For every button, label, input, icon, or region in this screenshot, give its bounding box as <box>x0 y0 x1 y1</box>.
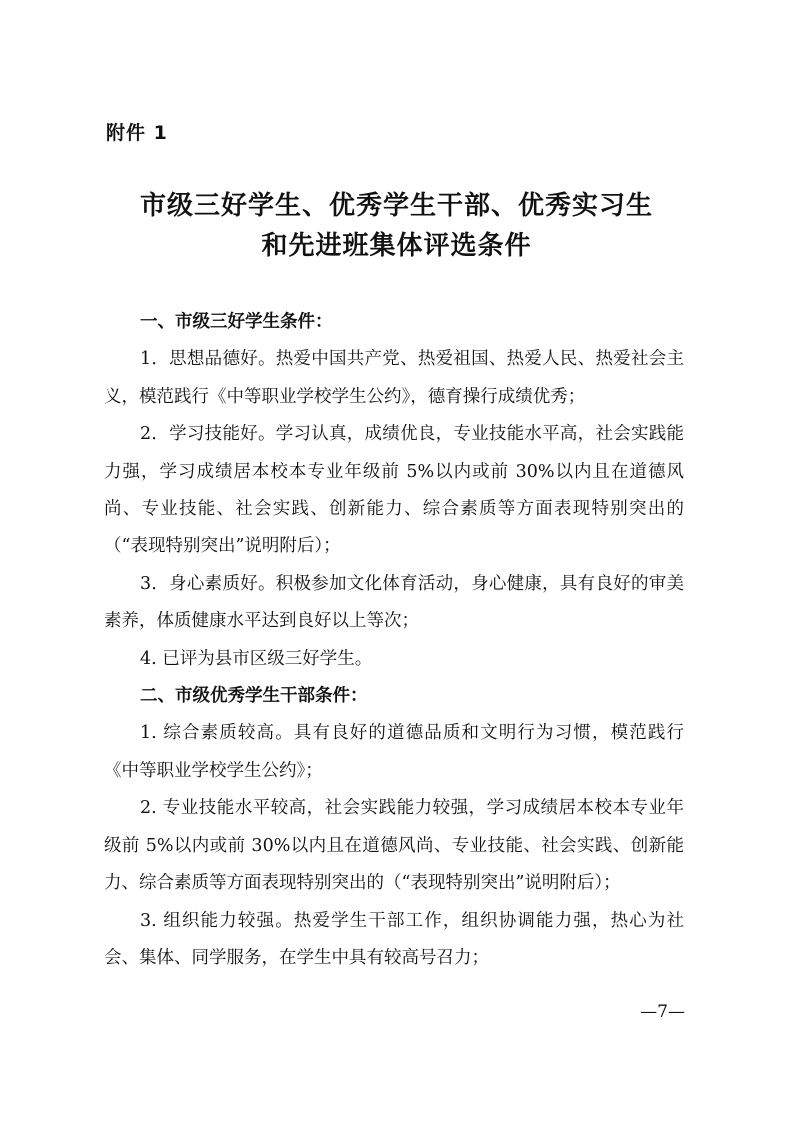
document-title-line-1: 市级三好学生、优秀学生干部、优秀实习生 <box>139 191 653 221</box>
section-heading: 一、市级三好学生条件： <box>140 312 333 332</box>
condition-item: 1. 综合素质较高。具有良好的道德品质和文明行为习惯，模范践行《中等职业学校学生公约》； <box>104 723 684 781</box>
condition-item: 2. 专业技能水平较高，社会实践能力较强，学习成绩居本校本专业年级前 5%以内或前 30%以内且在道德风尚、专业技能、社会实践、创新能力、综合素质等方面表现特别突出的（“表现特别突出”说明附后）； <box>104 798 684 894</box>
condition-item: 2．学习技能好。学习认真，成绩优良，专业技能水平高，社会实践能力强，学习成绩居本校本专业年级前 5%以内或前 30%以内且在道德风尚、专业技能、社会实践、创新能力、综合素质等方面表现特别突出的（“表现特别突出”说明附后）； <box>104 424 684 557</box>
document-title-line-2: 和先进班集体评选条件 <box>261 231 532 261</box>
page-number: —7— <box>640 1002 685 1022</box>
attachment-label: 附件 1 <box>106 122 168 144</box>
condition-item: 3. 组织能力较强。热爱学生干部工作，组织协调能力强，热心为社会、集体、同学服务，在学生中具有较高号召力； <box>104 910 684 968</box>
condition-item: 3．身心素质好。积极参加文化体育活动，身心健康，具有良好的审美素养，体质健康水平达到良好以上等次； <box>104 573 684 632</box>
condition-item: 1．思想品德好。热爱中国共产党、热爱祖国、热爱人民、热爱社会主义，模范践行《中等职业学校学生公约》，德育操行成绩优秀； <box>104 349 684 407</box>
condition-item: 4. 已评为县市区级三好学生。 <box>140 648 373 669</box>
document-body <box>104 304 684 977</box>
section-heading: 二、市级优秀学生干部条件： <box>140 686 368 707</box>
